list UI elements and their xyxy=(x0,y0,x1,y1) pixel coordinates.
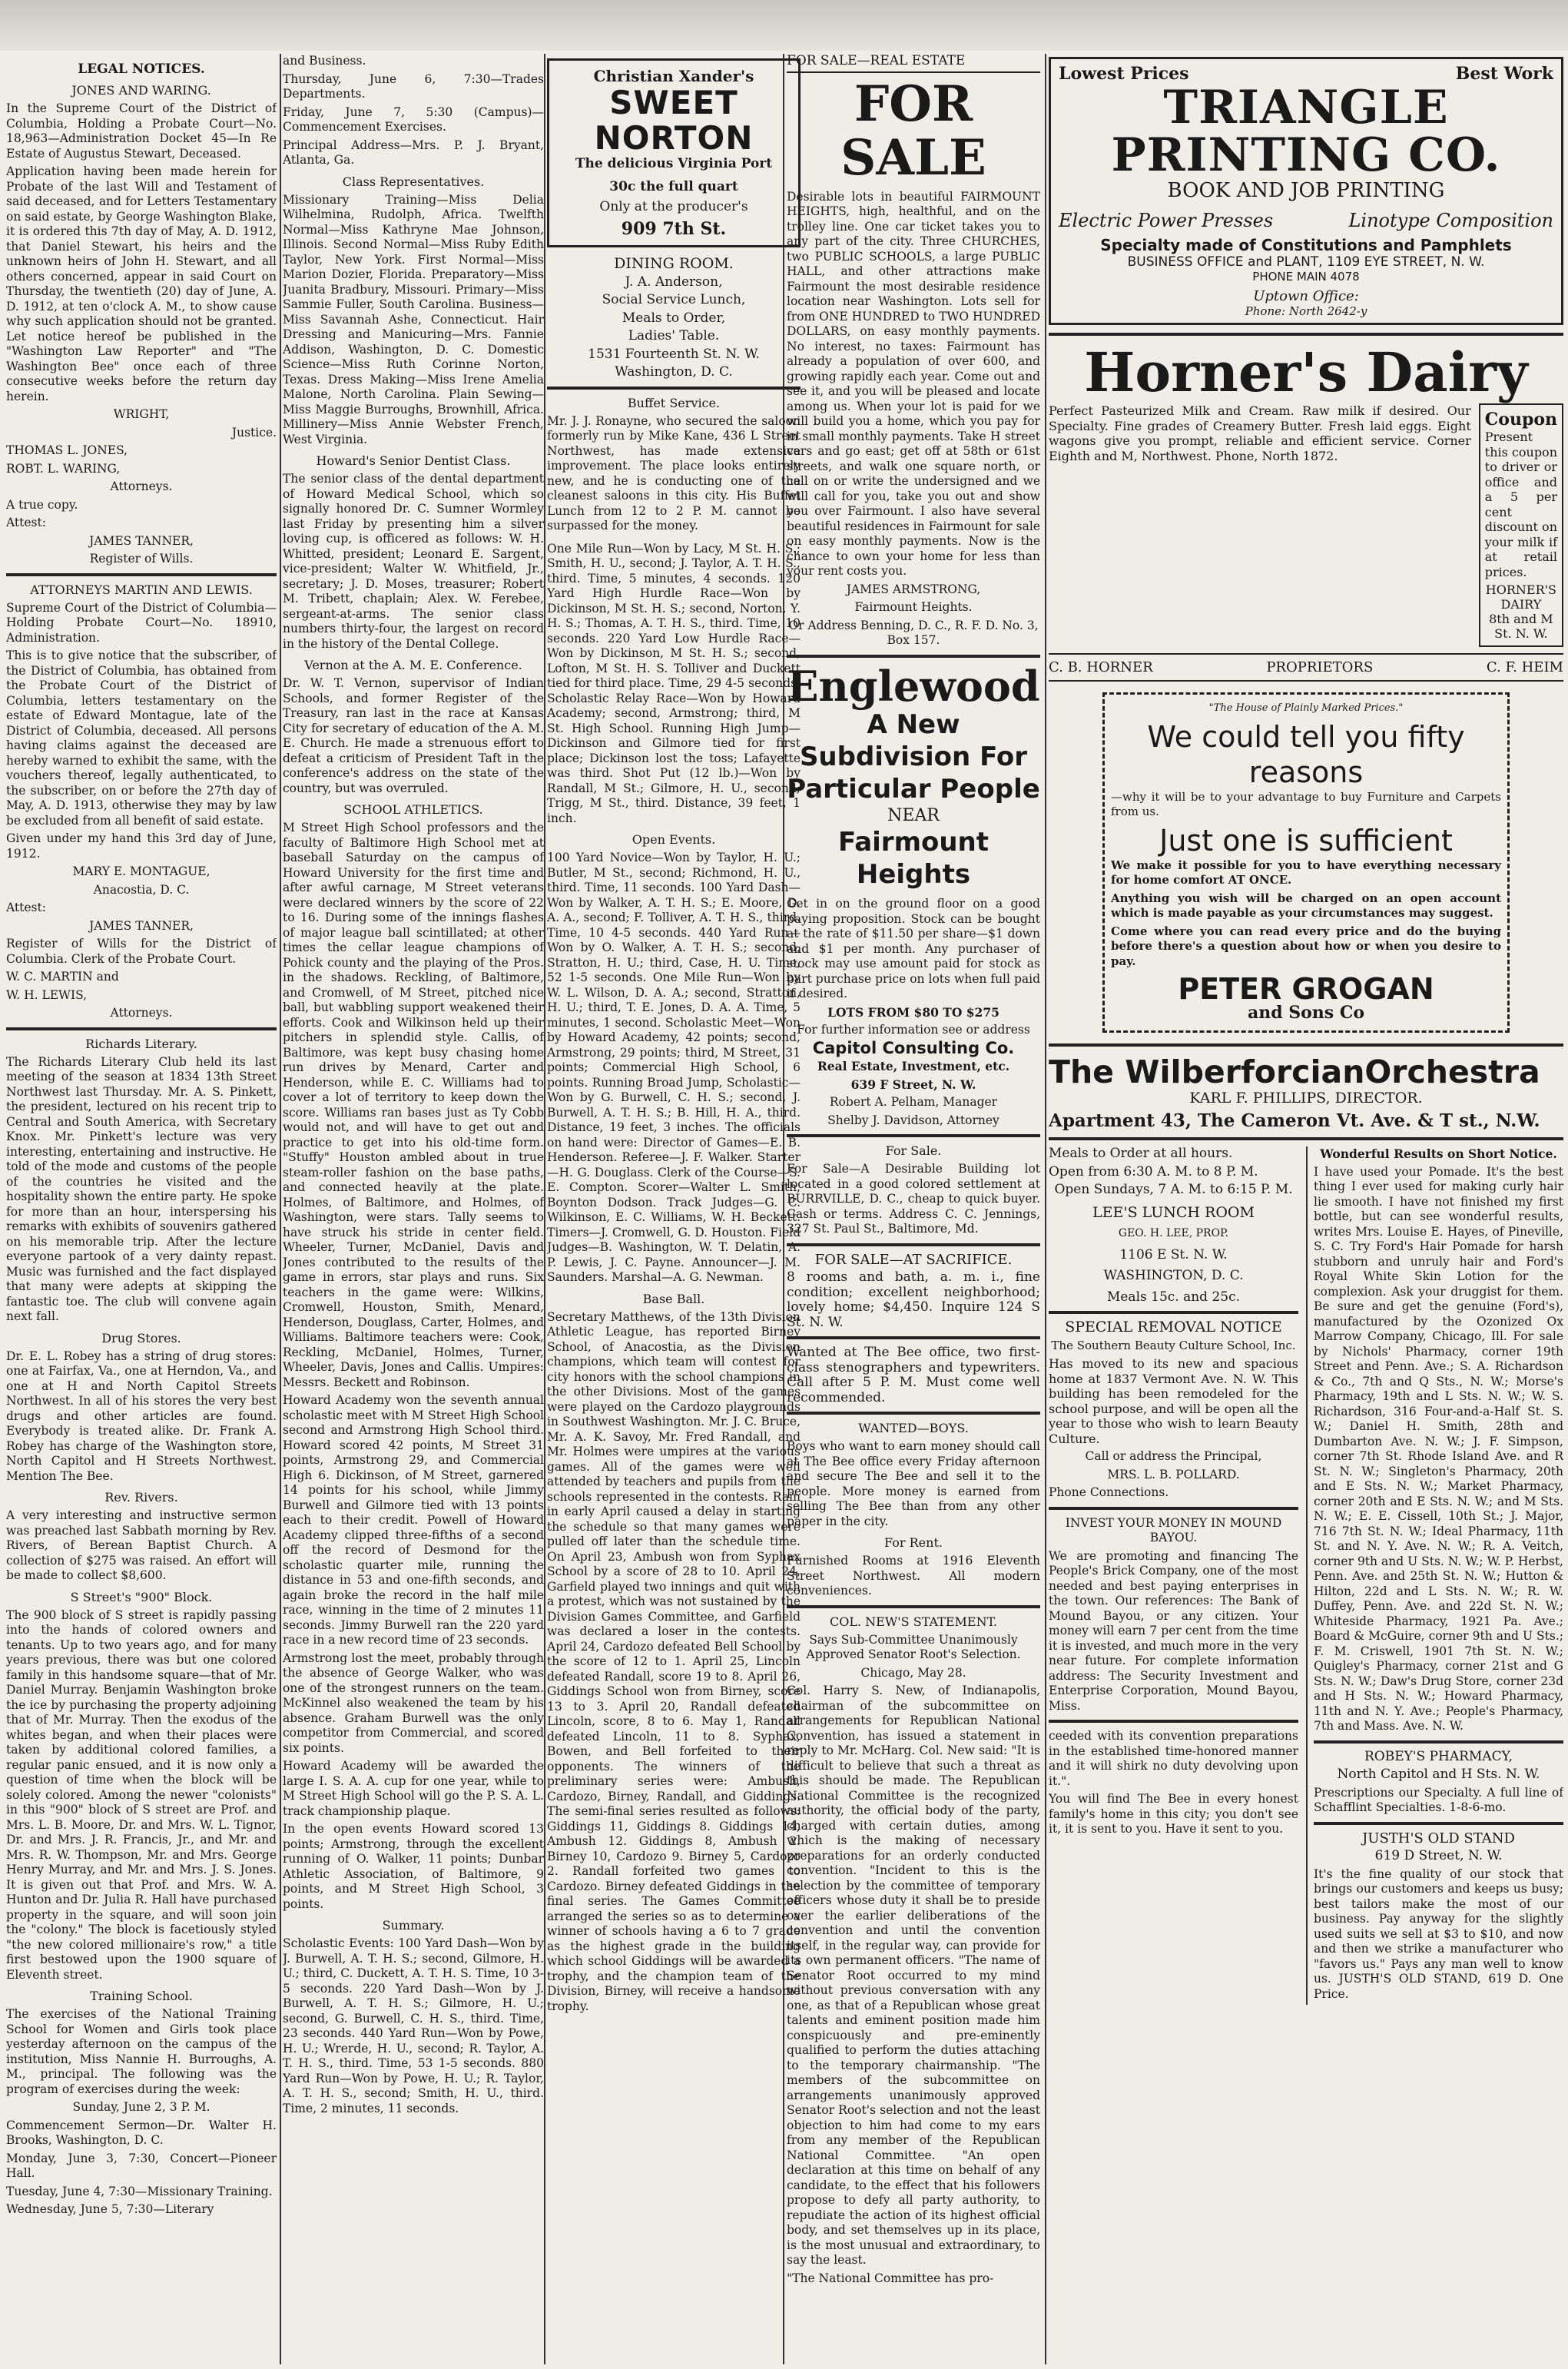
class-reps-body: Missionary Training—Miss Delia Wilhelmina, Rudolph, Africa. Twelfth Normal—Miss Kathryne Mae Johnson, Illinois. Second Normal—Miss Ruby Edith Taylor, New York. First Normal—Miss Marion Dozier, Florida. Preparatory—Miss Juanita Bradbury, Missouri. Primary—Miss Sammie Fuller, South Carolina. Business—Miss Savannah Ashe, Connecticut. Hair Dressing and Manicuring—Mrs. Fannie Addison, Washington, D. C. Domestic Science—Miss Ruth Corinne Norton, Texas. Dress Making—Miss Irene Amelia Malone, North Carolina. Plain Sewing—Miss Maggie Burroughs, Brownhill, Africa. Millinery—Miss Annie Webster French, West Virginia. xyxy=(283,192,544,446)
jw-tanner: JAMES TANNER, xyxy=(89,533,194,548)
column-rule xyxy=(544,54,545,2364)
justh-addr: 619 D Street, N. W. xyxy=(1374,1848,1503,1863)
column-4 xyxy=(787,54,1040,2364)
cont-business: and Business. xyxy=(283,54,366,68)
triangle-phone2: Phone: North 2642-y xyxy=(1245,304,1367,318)
summary-heading: Summary. xyxy=(382,1918,445,1933)
column-rule xyxy=(280,54,281,2364)
triangle-office: BUSINESS OFFICE and PLANT, 1109 EYE STREET, N. W. xyxy=(1127,254,1485,270)
dining-l5: Washington, D. C. xyxy=(615,364,733,380)
ts-sunday: Sunday, June 2, 3 P. M. xyxy=(72,2100,211,2114)
athletics-body-5: In the open events Howard scored 13 points; Armstrong, through the excellent running of O. Walker, 11 points; Dunbar Athletic Association, of Baltimore, 9 points, and M Street High School, 3 points. xyxy=(283,1822,544,1911)
xander-only: Only at the producer's xyxy=(599,199,748,214)
fs-sig1: JAMES ARMSTRONG, xyxy=(846,582,981,596)
triangle-lino: Linotype Composition xyxy=(1348,210,1553,231)
invest-tail: ceeded with its convention preparations in the established time-honored manner and it will shirk no duty devolving upon it.". xyxy=(1049,1729,1298,1788)
grogan-ad xyxy=(1102,692,1510,1033)
englewood-lots: LOTS FROM $80 TO $275 xyxy=(827,1004,999,1020)
lees-sun: Open Sundays, 7 A. M. to 6:15 P. M. xyxy=(1054,1182,1293,1197)
ml-wh: W. H. LEWIS, xyxy=(6,987,88,1002)
ml-caption: Supreme Court of the District of Columbia—Holding Probate Court—No. 18910, Administration. xyxy=(6,600,277,645)
triangle-spec: Specialty made of Constitutions and Pamphlets xyxy=(1100,236,1512,254)
base-ball-heading: Base Ball. xyxy=(642,1291,705,1306)
vernon-heading: Vernon at the A. M. E. Conference. xyxy=(304,658,522,672)
lees-addr: 1106 E St. N. W. xyxy=(1119,1246,1228,1262)
coupon-body: Present this coupon to driver or office and a 5 per cent discount on your milk if at retail prices. xyxy=(1484,430,1557,579)
dining-title: DINING ROOM. xyxy=(614,255,734,272)
xander-top: Christian Xander's xyxy=(593,67,754,85)
dining-l1: Social Service Lunch, xyxy=(602,292,746,307)
capitol-addr: 639 F Street, N. W. xyxy=(850,1077,976,1092)
ml-wc: W. C. MARTIN and xyxy=(6,970,119,984)
col-new-heading: COL. NEW'S STATEMENT. xyxy=(830,1614,997,1629)
jw-att2: ROBT. L. WARING, xyxy=(6,461,121,476)
triangle-name: TRIANGLE PRINTING CO. xyxy=(1111,81,1501,182)
invest-body: We are promoting and financing The People's Brick Company, one of the most needed and best paying enterprises in the town. Our references: The Bank of Mound Bayou, or any citizen. Your money will earn 7 per cent from the time it is invested, and much more in the very near future. For complete information address: The Security Investment and Enterprise Corporation, Mound Bayou, Miss. xyxy=(1049,1548,1298,1713)
divider xyxy=(787,655,1040,658)
divider xyxy=(1049,1043,1563,1047)
lower-split xyxy=(1049,1146,1563,2005)
dining-name: J. A. Anderson, xyxy=(625,274,723,290)
drug-stores-heading: Drug Stores. xyxy=(101,1330,181,1345)
dining-l4: 1531 Fourteenth St. N. W. xyxy=(588,346,760,362)
ts-principal: Principal Address—Mrs. P. J. Bryant, Atlanta, Ga. xyxy=(283,138,544,167)
fs-sig2: Fairmount Heights. xyxy=(854,600,973,614)
xander-ad xyxy=(547,58,801,247)
englewood-place: Fairmount Heights xyxy=(837,827,990,890)
lees-price: Meals 15c. and 25c. xyxy=(1106,1289,1241,1305)
grogan-just-one: Just one is sufficient xyxy=(1159,823,1453,858)
dentist-class-body: The senior class of the dental department of Howard Medical School, which so signally honored Dr. C. Sumner Wormley last Friday by presenting him a silver loving cup, is officered as follows: W. H. Whitted, president; Leonard E. Sargent, vice-president; Walter W. Whitfield, Jr., secretary; J. D. Moses, treasurer; Robert M. Tribett, chaplain; Alex. W. Ferebee, sergeant-at-arms. The senior class numbers thirty-four, the largest on record in the history of the Dental College. xyxy=(283,472,544,651)
col-new-body: Col. Harry S. New, of Indianapolis, chairman of the subcommittee on arrangements for Republican National Convention, has issued a statement in reply to Mr. McHarg. Col. New said: "It is difficult to believe that such a threat as this should be made. The Republican National Committee is the recognized authority, the official body of the party, charged with certain duties, among which is the making of necessary preparations for an orderly conducted convention. "Incident to this is the selection by the committee of temporary officers whose duty it shall be to preside over the earlier deliberations of the convention and until the convention itself, in the regular way, can provide for its own permanent officers. "The name of Senator Root occurred to my mind without previous conversation with any one, as that of a Republican whose great talents and eminent position made him conspicuously and pre-eminently qualified to perform the duties attaching to the temporary chairmanship. "The members of the subcommittee on arrangements unanimously approved Senator Root's selection and not the least objection to him had come to my ears from any member of the Republican National Committee. "An open declaration at this time on behalf of any candidate, to the effect that his followers propose to defy all party authority, to repudiate the action of its highest official body, and set themselves up in its place, is the most unusual and extraordinary, to say the least. xyxy=(787,1684,1040,2267)
lees-name: LEE'S LUNCH ROOM xyxy=(1092,1203,1255,1221)
sacrifice-heading: FOR SALE—AT SACRIFICE. xyxy=(814,1251,1013,1268)
srn-call: Call or address the Principal, xyxy=(1085,1449,1262,1463)
jw-body: Application having been made herein for Probate of the last Will and Testament of said deceased, and for Letters Testamentary on said estate, by George Washington Blake, it is ordered this 7th day of May, A. D. 1912, that Daniel Stewart, his heirs and the unknown heirs of John H. Stewart, and all others concerned, appear in said Court on Thursday, the twentieth (20) day of June, A. D. 1912, at ten o'clock A. M., to show cause why such application should not be granted. Let notice hereof be published in the "Washington Law Reporter" and "The Washington Bee" once each of three consecutive weeks before the return day herein. xyxy=(6,164,277,403)
wilberforcian-apt: Apartment 43, The Cameron Vt. Ave. & T st., N.W. xyxy=(1049,1110,1540,1131)
athletics-body: M Street High School professors and the faculty of Baltimore High School met at baseball Saturday on the campus of Howard University for the first time and after awful carnage, M Street veterans were declared winners by the score of 22 to 16. During some of the innings flashes of major league ball scintillated; at other times the cellar league champions of Pohick county and the playing of the Pros. in the shadows. Reckling, of Baltimore, and Cromwell, of M Street, pitched nice ball, but wabbling support weakened their efforts. Cook and Wilkinson held up their pitchers in splendid style. Callis, of Baltimore, was kept busy chasing home run drives by Menard, Carter and Henderson, while E. C. Williams had to cover a lot of territory to keep down the score. Williams ran bases just as Ty Cobb would not, and will have to get out and practice to get into his old-time form. "Stuffy" Houston ambled about in true steam-roller fashion on the base paths, and connected heavily at the plate. Holmes, of Baltimore, and Holmes, of Washington, were stars. Tally seems to have struck his stride in center field. Wheeler, Turner, McDaniel, Davis and Jones contributed to the results of the game in errors, star plays and runs. Six teachers in the game were: Wilkins, Cromwell, Houston, Smith, Menard, Henderson, Douglass, Carter, Holmes, and Williams. Baltimore teachers were: Cook, Reckling, McDaniel, Holmes, Turner, Wheeler, Davis, Jones and Callis. Umpires: Messrs. Beckett and Robinson. xyxy=(283,821,544,1389)
englewood-sub: A New Subdivision For Particular People xyxy=(787,708,1040,805)
grogan-t2: We make it possible for you to have everything necessary for home comfort AT ONCE. xyxy=(1111,858,1501,887)
for-rent-heading: For Rent. xyxy=(884,1535,943,1550)
props-mid: PROPRIETORS xyxy=(1266,659,1374,675)
grogan-t4: Come where you can read every price and do the buying before there's a question about how or when you desire to pay. xyxy=(1111,924,1501,968)
xander-name: SWEET NORTON xyxy=(594,84,754,157)
column-rule xyxy=(1045,54,1046,2364)
coupon-heading: Coupon xyxy=(1484,410,1557,430)
props-left: C. B. HORNER xyxy=(1049,659,1153,675)
lees-city: WASHINGTON, D. C. xyxy=(1103,1268,1244,1283)
col-new-tail: "The National Committee has pro- xyxy=(787,2271,994,2285)
ml-mary: MARY E. MONTAGUE, xyxy=(72,864,211,878)
grogan-t1: —why it will be to your advantage to buy Furniture and Carpets from us. xyxy=(1111,789,1501,818)
ts-tuesday: Tuesday, June 4, 7:30—Missionary Training. xyxy=(6,2184,273,2198)
divider xyxy=(787,1412,1040,1415)
ml-attest: Attest: xyxy=(6,901,46,914)
triangle-book: BOOK AND JOB PRINTING xyxy=(1167,179,1445,202)
ts-monday: Monday, June 3, 7:30, Concert—Pioneer Hall. xyxy=(6,2151,277,2180)
justh-body: It's the fine quality of our stock that brings our customers and keeps us busy; best tailors make the most of our business. Pay anyway for the slightly used suits we sell at $3 to $10, and now and then we strike a manufacturer who "favors us." Pays any man well to know us. JUSTH'S OLD STAND, 619 D. One Price. xyxy=(1314,1866,1563,2001)
s-street-heading: S Street's "900" Block. xyxy=(70,1589,213,1604)
wilberforcian-director: KARL F. PHILLIPS, DIRECTOR. xyxy=(1189,1089,1423,1107)
divider xyxy=(1049,1507,1298,1510)
capitol-mgr: Robert A. Pelham, Manager xyxy=(829,1095,998,1109)
column-2 xyxy=(283,54,544,2364)
dining-ad xyxy=(547,257,801,380)
ml-att: Attorneys. xyxy=(110,1006,173,1020)
wonderful-body: I have used your Pomade. It's the best thing I ever used for making curly hair lie smooth. I have not finished my first bottle, but can see wonderful results, writes Mrs. Louise E. Hayes, of Pineville, S. C. Try Ford's Hair Pomade for harsh stubborn and unruly hair and Ford's Royal White Skin Lotion for the complexion. Ask your druggist for them. Be sure and get the genuine (Ford's), manufactured by the Ozonized Ox Marrow Company, Chicago, Ill. For sale by Nichols' Pharmacy, corner 19th Street and Penn. Ave.; S. A. Richardson & Co., 7th and Q Sts., N. W.; Morse's Pharmacy, 19th and L Sts. N. W.; W. S. Richardson, 316 Four-and-a-Half St. S. W.; Daniel H. Smith, 28th and Dumbarton Ave. N. W.; J. F. Simpson, corner 7th St. Rhode Island Ave. and R St. N. W.; Singleton's Pharmacy, 20th and E Sts. N. W.; Market Pharmacy, corner 20th and E Sts. N. W.; and M Sts. N. W.; E. E. Cissell, 10th St.; J. Major, 716 7th St. N. W.; Ideal Pharmacy, 11th St. and N. Y. Ave. N. W.; R. A. Veitch, corner 9th and U Sts. N. W.; W. P. Herbst, Penn. Ave. and 25th St. N. W.; Hutton & Hilton, 22d and L Sts. N. W.; R. W. Duffey, Penn. Ave. and 22d St. N. W.; Whiteside Pharmacy, 1921 Pa. Ave.; Board & McGuire, corner 9th and U Sts.; F. M. Criswell, 1901 7th St. N. W.; Quigley's Pharmacy, corner 21st and G Sts. N. W.; Daw's Drug Store, corner 23d and H Sts. N. W.; Howard Pharmacy, 11th and N. Y. Ave.; People's Pharmacy, 7th and Mass. Ave. N. W. xyxy=(1314,1164,1563,1733)
ts-thursday: Thursday, June 6, 7:30—Trades Departments. xyxy=(283,71,544,101)
capitol-consulting: Capitol Consulting Co. xyxy=(812,1038,1015,1057)
ts-comm: Commencement Sermon—Dr. Walter H. Brooks, Washington, D. C. xyxy=(6,2118,277,2147)
dining-l2: Meals to Order, xyxy=(622,310,726,326)
robey-addr: North Capitol and H Sts. N. W. xyxy=(1337,1767,1540,1782)
dining-l3: Ladies' Table. xyxy=(628,328,720,343)
open-events-body: 100 Yard Novice—Won by Taylor, H. U.; Butler, M St., second; Richmond, H. U., third. Time, 11 seconds. 100 Yard Dash—Won by Walker, A. T. H. S.; E. Moore, D. A. A., second; F. Tolliver, A. T. H. S., third. Time, 10 4-5 seconds. 440 Yard Run—Won by O. Walker, A. T. H. S.; second, Stratton, H. U.; third, Case, H. U. Time, 52 1-5 seconds. One Mile Run—Won by W. L. Wilson, D. A. A.; second, Stratton, H. U.; third, T. E. Jones, D. A. A. Time, 5 minutes, 1 second. Scholastic Meet—Won by Howard Academy, 42 points; second, Armstrong, 29 points; third, M Street, 31 points; Commercial High School, 6 points. Running Broad Jump, Scholastic—Won by G. Burwell, C. H. S.; second, J. Burwell, A. T. H. S.; B. Hill, H. A., third. Distance, 19 feet, 3 inches. The officials on hand were: Director of Games—E. B. Henderson. Referee—J. F. Walker. Starter—H. G. Douglass. Clerk of the Course—S. E. Compton. Scorer—Walter L. Smith, Boynton Dodson. Track Judges—G. C. Wilkinson, E. C. Williams, W. H. Beckett. Timers—J. Cromwell, G. D. Houston. Field Judges—B. Washington, W. T. Delatin, A. P. Lewis, J. C. Payne. Announcer—J. M. Saunders. Marshal—A. G. Newman. xyxy=(547,851,801,1284)
ml-anac: Anacostia, D. C. xyxy=(93,882,190,897)
jw-att1: THOMAS L. JONES, xyxy=(6,443,128,457)
jw-reg: Register of Wills. xyxy=(89,552,194,566)
ml-reg: Register of Wills for the District of Columbia. Clerk of the Probate Court. xyxy=(6,937,277,966)
horner-coupon xyxy=(1479,403,1563,647)
grogan-reasons: We could tell you fifty reasons xyxy=(1147,719,1465,789)
for-sale-title: FOR SALE xyxy=(840,75,986,187)
xander-price: 30c the full quart xyxy=(609,179,738,194)
grogan-sons: and Sons Co xyxy=(1247,1003,1365,1023)
lower-right xyxy=(1306,1146,1563,2005)
englewood-info: For further information see or address xyxy=(797,1023,1030,1037)
wonderful-heading: Wonderful Results on Short Notice. xyxy=(1320,1146,1557,1161)
lees-open: Open from 6:30 A. M. to 8 P. M. xyxy=(1049,1163,1258,1180)
triangle-ad xyxy=(1049,57,1563,325)
triangle-elec: Electric Power Presses xyxy=(1059,210,1274,231)
capitol-consulting-sub: Real Estate, Investment, etc. xyxy=(817,1059,1010,1073)
sacrifice-body: 8 rooms and bath, a. m. i., fine condition; excellent neighborhood; lovely home; $4,450. Inquire 124 S St. N. W. xyxy=(787,1269,1040,1330)
column-3 xyxy=(547,54,801,2364)
for-sale-strip: FOR SALE—REAL ESTATE xyxy=(787,54,1040,73)
divider xyxy=(787,1336,1040,1339)
buffet-heading: Buffet Service. xyxy=(627,395,721,410)
triangle-best: Best Work xyxy=(1455,64,1553,84)
athletics-body-4: Howard Academy will be awarded the large I. S. A. A. cup for one year, while to M Street High School will go the P. S. A. L. track championship plaque. xyxy=(283,1759,544,1818)
jw-caption: In the Supreme Court of the District of Columbia, Holding a Probate Court—No. 18,963—Administration Docket 45—In Re Estate of Augustus Stewart, Deceased. xyxy=(6,101,277,161)
bee-note: You will find The Bee in every honest family's home in this city; you don't see it, it is sent to you. Have it sent to you. xyxy=(1049,1792,1298,1836)
grogan-small: "The House of Plainly Marked Prices." xyxy=(1208,702,1404,714)
divider xyxy=(1314,1740,1563,1744)
s-street-body: The 900 block of S street is rapidly passing into the hands of colored owners and tenants. Up to two years ago, and for many years previous, there was but one colored family in this handsome square—that of Mr. Daniel Murray. Benjamin Washington broke the ice by purchasing the property adjoining that of Mr. Murray. Then the exodus of the whites began, and when their places were taken by additional colored families, a regular panic ensued, and it is now only a question of time when the block will be solely colored. Among the newer "colonists" in this "900" block of S street are Prof. and Mrs. L. B. Moore, Dr. and Mrs. W. L. Tignor, Dr. and Mrs. J. R. Francis, Jr., and Mr. and Mrs. R. W. Thompson, Mr. and Mrs. George Henry Murray, and Mr. and Mrs. J. S. Jones. It is given out that Prof. and Mrs. W. A. Hunton and Dr. Julia R. Hall have purchased property in the square, and will soon join the "colony." The block is facetiously styled "the new colored millionaire's row," a title first bestowed upon the 1900 square of Eleventh street. xyxy=(6,1608,277,1982)
grogan-name: PETER GROGAN xyxy=(1178,972,1434,1006)
for-rent-body: Furnished Rooms at 1916 Eleventh Street Northwest. All modern conveniences. xyxy=(787,1554,1040,1598)
divider xyxy=(787,1134,1040,1137)
srn-phone: Phone Connections. xyxy=(1049,1485,1169,1499)
rev-rivers-body: A very interesting and instructive sermon was preached last Sabbath morning by Rev. Rivers, of Berean Baptist Church. A collection of $275 was raised. An effort will be made to collect $8,600. xyxy=(6,1508,277,1582)
horner-body: Perfect Pasteurized Milk and Cream. Raw milk if desired. Our Specialty. Fine grades of Creamery Butter. Fresh laid eggs. Eight wagons give you prompt, reliable and efficient service. Corner Eighth and M, Northwest. Phone, North 1872. xyxy=(1049,403,1471,463)
srn-heading: SPECIAL REMOVAL NOTICE xyxy=(1065,1319,1282,1335)
jones-waring-heading: JONES AND WARING. xyxy=(71,83,211,98)
divider xyxy=(547,387,801,390)
jw-sig1: WRIGHT, xyxy=(113,407,170,421)
divider xyxy=(1049,333,1563,336)
englewood-body: Get in on the ground floor on a good paying proposition. Stock can be bought at the rate of $11.50 per share—$1 down and $1 per month. Any purchaser of stock may use amount paid for stock as part purchase price on lots when full paid if desired. xyxy=(787,897,1040,1000)
col-new-sub: Says Sub-Committee Unanimously Approved Senator Root's Selection. xyxy=(806,1632,1021,1661)
fs-sig3: Or Address Benning, D. C., R. F. D. No. 3, Box 157. xyxy=(788,618,1039,647)
for-sale-body: Desirable lots in beautiful FAIRMOUNT HEIGHTS, high, healthful, and on the trolley line. One car ticket takes you to any part of the city. Three CHURCHES, two PUBLIC SCHOOLS, a large PUBLIC HALL, and other attractions make Fairmount the most desirable residence location near Washington. Lots sell for from ONE HUNDRED to TWO HUNDRED DOLLARS, on easy monthly payments. No interest, no taxes: Fairmount has already a population of over 600, and growing rapidly each year. Come out and see it, and you will be pleased and locate among us. When your lot is paid for we will build you a home, which you pay for in small monthly payments. Take H street cars and go east; get off at 58th or 61st streets, and walk one square north, or call on or write the undersigned and we will call for you, take you out and show you over Fairmount. I also have several beautiful residences in Fairmount for sale on easy monthly payments. Now is the chance to own your home for less than your rent costs you. xyxy=(787,189,1040,578)
vernon-body: Dr. W. T. Vernon, supervisor of Indian Schools, and former Register of the Treasury, ran last in the race at Kansas City for secretary of education of the A. M. E. Church. He made a strenuous effort to defeat a criticism of President Taft in the conference's address on the state of the country, but was overruled. xyxy=(283,676,544,795)
divider xyxy=(787,1605,1040,1608)
capitol-atty: Shelby J. Davidson, Attorney xyxy=(827,1113,999,1127)
athletics-body-3: Armstrong lost the meet, probably through the absence of George Walker, who was one of the strongest runners on the team. McKinnel also weakened the team by his absence. Graham Burwell was the only competitor from Commercial, and scored six points. xyxy=(283,1651,544,1755)
events-body: One Mile Run—Won by Lacy, M St. H. S.; Smith, H. U., second; J. Taylor, A. T. H. S., third. Time, 5 minutes, 4 seconds. 120 Yard High Hurdle Race—Won by Dickinson, M St. H. S.; second, Norton, Y. H. S.; Thomas, A. T. H. S., third. Time, 10 seconds. 220 Yard Low Hurdle Race—Won by Dickinson, M St. H. S.; second, Lofton, M St. H. S. Tolliver and Duckett tied for third place. Time, 29 4-5 seconds. Scholastic Relay Race—Won by Howard Academy; second, Armstrong; third, M St. High School. Running High Jump—Dickinson and Gilmore tied for first place; Dickinson lost the toss; Lafayette was third. Shot Put (12 lb.)—Won by Randall, M St.; Gilmore, H. U., second; Trigg, M St., third. Distance, 39 feet, 1 inch. xyxy=(547,541,801,825)
horner-dairy-title: Horner's Dairy xyxy=(1084,340,1528,404)
jw-att3: Attorneys. xyxy=(110,479,173,493)
xander-addr: 909 7th St. xyxy=(621,219,727,239)
lower-left xyxy=(1049,1146,1298,2005)
englewood-near: NEAR xyxy=(887,805,940,825)
dentist-class-heading: Howard's Senior Dentist Class. xyxy=(316,453,511,468)
school-athletics-heading: SCHOOL ATHLETICS. xyxy=(343,802,483,817)
wanted-boys-heading: WANTED—BOYS. xyxy=(858,1421,969,1435)
for-sale-heading: For Sale. xyxy=(885,1143,942,1158)
column-1 xyxy=(6,54,277,2364)
buffet-body: Mr. J. J. Ronayne, who secured the saloon formerly run by Mike Kane, 436 L Street Northwest, has made extensive improvement. The place looks entirely new, and he is conducting one of the cleanest saloons in this city. His Buffet Lunch from 12 to 2 P. M. cannot be surpassed for the money. xyxy=(547,413,801,533)
divider xyxy=(787,1243,1040,1246)
training-school-body: The exercises of the National Training School for Women and Girls took place yesterday afternoon on the campus of the institution, Miss Nannie H. Burroughs, A. M., principal. The following was the program of exercises during the week: xyxy=(6,2007,277,2096)
coupon-sig: HORNER'S DAIRY xyxy=(1485,582,1556,612)
divider xyxy=(6,1027,277,1030)
horner-body-row xyxy=(1049,403,1563,647)
englewood-title: Englewood xyxy=(787,661,1040,711)
training-school-heading: Training School. xyxy=(90,1989,193,2003)
wanted-boys-body: Boys who want to earn money should call at The Bee office every Friday afternoon and secure The Bee and sell it to the people. More money is earned from selling The Bee than from any other paper in the city. xyxy=(787,1439,1040,1528)
legal-notices-heading: LEGAL NOTICES. xyxy=(78,61,205,77)
triangle-uptown: Uptown Office: xyxy=(1253,288,1359,304)
base-ball-body: Secretary Matthews, of the 13th Division Athletic League, has reported Birney School, of Anacostia, as the Division champions, which team will contest for city honors with the school champions in the other Divisions. Most of the games were played on the Cardozo playgrounds in Southwest Washington. Mr. J. C. Bruce, Mr. A. K. Savoy, Mr. Fred Randall, and Mr. Holmes were umpires at the various games. All of the games were well attended by teachers and pupils from the schools represented in the contests. Rain in early April caused a delay in starting the schedule so that many games were pulled off later than the schedule time. On April 23, Ambush won from Syphax School by a score of 28 to 10. April 24, Garfield played two innings and quit with a protest, which was not sustained by the Division Games Committee, and Garfield was declared a loser in the contests. April 24, Cardozo defeated Bell School by the score of 12 to 1. April 25, Lincoln defeated Randall, score 19 to 8. April 26, Giddings School won from Birney, score 13 to 3. April 20, Randall defeated Lincoln, score, 8 to 6. May 1, Randall defeated Lincoln, 11 to 8. Syphax, Bowen, and Bell forfeited to their opponents. The winners of the preliminary series were: Ambush, Cardozo, Birney, Randall, and Giddings. The semi-final series resulted as follows: Giddings 11, Giddings 8. Giddings 14, Ambush 12. Giddings 8, Ambush 2. Birney 10, Cardozo 9. Birney 5, Cardozo 2. Randall forfeited two games to Cardozo. Birney defeated Giddings in the final series. The Games Committee arranged the series so as to determine a winner of schools having a 6 to 7 grade as the highest grade in the building which school Giddings will be awarded a trophy, and the champion team of the Division, Birney, will receive a handsome trophy. xyxy=(547,1309,801,2013)
richards-literary-heading: Richards Literary. xyxy=(85,1036,197,1051)
divider xyxy=(1049,1720,1298,1723)
lees-meals: Meals to Order at all hours. xyxy=(1049,1146,1233,1161)
drug-stores-body: Dr. E. L. Robey has a string of drug stores: one at Fairfax, Va., one at Herndon, Va., and one at H and North Capitol Streets Northwest. In all of his stores the very best drugs and other articles are found. Everybody is treated alike. Dr. Frank A. Robey has charge of the Washington store, North Capitol and H Streets Northwest. Mention The Bee. xyxy=(6,1349,277,1483)
grogan-t3: Anything you wish will be charged on an open account which is made payable as your circumstances may suggest. xyxy=(1111,891,1501,920)
triangle-row2 xyxy=(1059,210,1553,231)
props-right: C. F. HEIM xyxy=(1486,659,1563,675)
athletics-body-2: Howard Academy won the seventh annual scholastic meet with M Street High School second and Armstrong High School third. Howard scored 42 points, M Street 31 points, Armstrong 29, and Commercial High 6. Dickinson, of M Street, garnered 14 points for his school, while Jimmy Burwell and Gilmore tied with 13 points each to their credit. Powell of Howard Academy clipped three-fifths of a second off the record of Desmond for the scholastic quarter mile, running the distance in 53 and one-fifth seconds, and again broke the record in the half mile race, winning in the time of 2 minutes 11 seconds. Jimmy Burwell ran the 220 yard race in a new record time of 23 seconds. xyxy=(283,1393,544,1647)
triangle-low: Lowest Prices xyxy=(1059,64,1189,84)
lees-prop: GEO. H. LEE, PROP. xyxy=(1118,1227,1229,1239)
triangle-phone: PHONE MAIN 4078 xyxy=(1252,270,1360,284)
invest-heading: INVEST YOUR MONEY IN MOUND BAYOU. xyxy=(1065,1515,1282,1544)
robey-body: Prescriptions our Specialty. A full line of Schafflint Specialties. 1-8-6-mo. xyxy=(1314,1785,1563,1814)
ts-friday: Friday, June 7, 5:30 (Campus)—Commencement Exercises. xyxy=(283,105,544,134)
column-5 xyxy=(1049,54,1563,2364)
xander-sub: The delicious Virginia Port xyxy=(575,156,773,171)
divider xyxy=(1049,1137,1563,1140)
horner-props xyxy=(1049,653,1563,682)
ml-given: Given under my hand this 3rd day of June, 1912. xyxy=(6,831,277,861)
srn-name: MRS. L. B. POLLARD. xyxy=(1107,1467,1240,1481)
open-events-heading: Open Events. xyxy=(632,832,716,847)
for-sale-lot-body: For Sale—A Desirable Building lot located in a good colored settlement at BURRVILLE, D. C., cheap to quick buyer. Cash or terms. Address C. C. Jennings, 327 St. Paul St., Baltimore, Md. xyxy=(787,1162,1040,1236)
wilberforcian-title: The WilberforcianOrchestra xyxy=(1049,1053,1540,1090)
ml-tanner: JAMES TANNER, xyxy=(89,918,194,933)
srn-body: Has moved to its new and spacious home at 1837 Vermont Ave. N. W. This building has been remodeled for the school purpose, and will be open all the year to those who wish to learn Beauty Culture. xyxy=(1049,1356,1298,1446)
summary-body: Scholastic Events: 100 Yard Dash—Won by J. Burwell, A. T. H. S.; second, Gilmore, H. U.; third, C. Duckett, A. T. H. S. Time, 10 3-5 seconds. 220 Yard Dash—Won by J. Burwell, A. T. H. S.; Gilmore, H. U.; second, G. Burwell, C. H. S., third. Time, 23 seconds. 440 Yard Run—Won by Powe, H. U.; Wrerde, H. U., second; R. Taylor, A. T. H. S., third. Time, 53 1-5 seconds. 880 Yard Run—Won by Powe, H. U.; R. Taylor, A. T. H. S., second; Smith, H. U., third. Time, 2 minutes, 11 seconds. xyxy=(283,1936,544,2115)
ml-body: This is to give notice that the subscriber, of the District of Columbia, has obtained from the Probate Court of the District of Columbia, letters testamentary on the estate of Edward Montague, late of the District of Columbia, deceased. All persons having claims against the deceased are hereby warned to exhibit the same, with the vouchers thereof, legally authenticated, to the subscriber, on or before the 27th day of May, A. D. 1913, otherwise they may by law be excluded from all benefit of said estate. xyxy=(6,649,277,828)
ts-wed: Wednesday, June 5, 7:30—Literary xyxy=(6,2202,214,2216)
divider xyxy=(1314,1822,1563,1825)
class-reps-heading: Class Representatives. xyxy=(342,174,485,189)
srn-school: The Southern Beauty Culture School, Inc. xyxy=(1051,1338,1296,1352)
page-top-edge xyxy=(0,0,1568,51)
richards-literary-body: The Richards Literary Club held its last meeting of the season at 1834 13th Street Northwest last Thursday. Mr. A. S. Pinkett, the president, lectured on his recent trip to Central and South America, with Secretary Knox. Mr. Pinkett's lecture was very interesting, entertaining and instructive. He told of the mode and customs of the people of the countries he visited and the hospitality shown the entire party. He spoke for more than an hour, interspersing his remarks with exhibits of souvenirs gathered on his memorable trip. After the lecture everyone partook of a very dainty repast. Music was furnished and the fact displayed that many were adepts at skipping the fantastic toe. The club will convene again next fall. xyxy=(6,1054,277,1323)
wanted-body: Wanted at The Bee office, two first-class stenographers and typewriters. Call after 5 P. M. Must come well recommended. xyxy=(787,1345,1040,1405)
divider xyxy=(1049,1311,1298,1314)
martin-lewis-heading: ATTORNEYS MARTIN AND LEWIS. xyxy=(30,582,253,597)
rev-rivers-heading: Rev. Rivers. xyxy=(104,1490,178,1505)
justh-heading: JUSTH'S OLD STAND xyxy=(1362,1830,1515,1846)
col-new-date: Chicago, May 28. xyxy=(860,1665,966,1680)
jw-sig2: Justice. xyxy=(231,425,277,440)
jw-copy: A true copy. xyxy=(6,497,78,512)
divider xyxy=(6,573,277,576)
coupon-addr: 8th and M St. N. W. xyxy=(1489,612,1553,641)
robey-heading: ROBEY'S PHARMACY, xyxy=(1364,1748,1513,1764)
jw-attest: Attest: xyxy=(6,516,46,529)
